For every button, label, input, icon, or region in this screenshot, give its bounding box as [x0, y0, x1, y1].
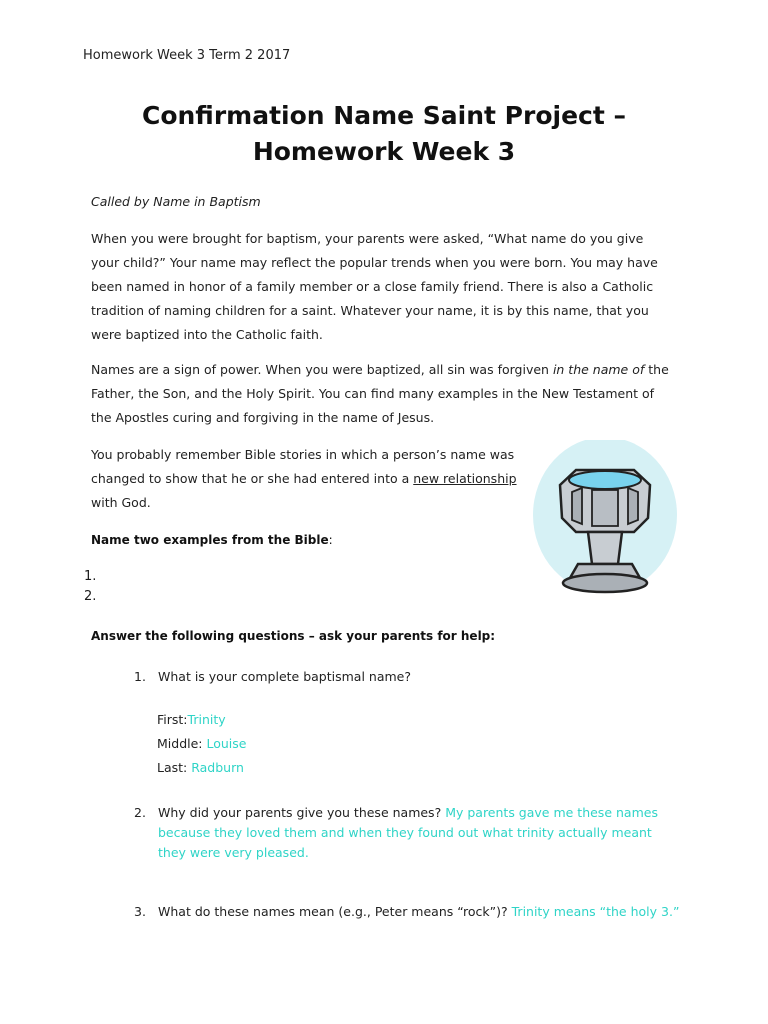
question-text: What do these names mean (e.g., Peter means “rock”)?	[158, 904, 512, 919]
paragraph-line: When you were brought for baptism, your parents were asked, “What name do you give	[91, 231, 644, 246]
paragraph-line: Father, the Son, and the Holy Spirit. You can find many examples in the New Testament of	[91, 386, 655, 401]
title-line-1: Confirmation Name Saint Project –	[141, 101, 627, 130]
paragraph-line: tradition of naming children for a saint. Whatever your name, it is by this name, that you	[91, 303, 649, 318]
questions-prompt: Answer the following questions – ask your parents for help:	[91, 629, 496, 643]
document-header: Homework Week 3 Term 2 2017	[83, 48, 291, 63]
answer-text: they were very pleased.	[158, 845, 309, 860]
examples-prompt: Name two examples from the Bible:	[91, 533, 333, 547]
example-number: 2.	[84, 589, 97, 604]
paragraph-line: with God.	[91, 495, 151, 510]
middle-name-answer: Louise	[206, 736, 247, 751]
paragraph-names-power	[91, 358, 691, 430]
question-text: What is your complete baptismal name?	[158, 669, 411, 684]
question-number: 1.	[134, 669, 146, 684]
question-text: Why did your parents give you these names?	[158, 805, 446, 820]
question-2	[134, 803, 658, 863]
answer-text: My parents gave me these names	[445, 805, 658, 820]
paragraph-line: changed to show that he or she had entered into a new relationship	[91, 471, 517, 486]
paragraph-line: You probably remember Bible stories in which a person’s name was	[91, 447, 515, 462]
underlined-phrase: new relationship	[413, 471, 517, 486]
first-name-field: First:Trinity	[157, 712, 226, 727]
section-subheading: Called by Name in Baptism	[91, 194, 261, 209]
last-name-field: Last: Radburn	[157, 760, 244, 775]
paragraph-baptism-names	[91, 227, 691, 347]
title-line-2: Homework Week 3	[252, 137, 516, 166]
document-title	[0, 98, 768, 170]
question-3	[134, 902, 679, 922]
last-name-answer: Radburn	[191, 760, 244, 775]
question-number: 2.	[134, 805, 146, 820]
middle-name-field: Middle: Louise	[157, 736, 247, 751]
italic-phrase: in the name of	[552, 362, 645, 377]
answer-text: Trinity means “the holy 3.”	[511, 904, 680, 919]
examples-list	[84, 567, 96, 607]
paragraph-line: Names are a sign of power. When you were baptized, all sin was forgiven in the name of the	[91, 362, 669, 377]
question-number: 3.	[134, 904, 146, 919]
paragraph-line: your child?” Your name may reflect the popular trends when you were born. You may have	[91, 255, 658, 270]
paragraph-line: the Apostles curing and forgiving in the name of Jesus.	[91, 410, 435, 425]
first-name-answer: Trinity	[187, 712, 226, 727]
example-number: 1.	[84, 569, 97, 584]
baptismal-font-icon	[530, 440, 680, 610]
paragraph-line: been named in honor of a family member or a close family friend. There is also a Catholic	[91, 279, 654, 294]
paragraph-bible-stories	[91, 443, 531, 515]
paragraph-line: were baptized into the Catholic faith.	[91, 327, 323, 342]
answer-text: because they loved them and when they found out what trinity actually meant	[158, 825, 652, 840]
question-1	[134, 667, 411, 687]
